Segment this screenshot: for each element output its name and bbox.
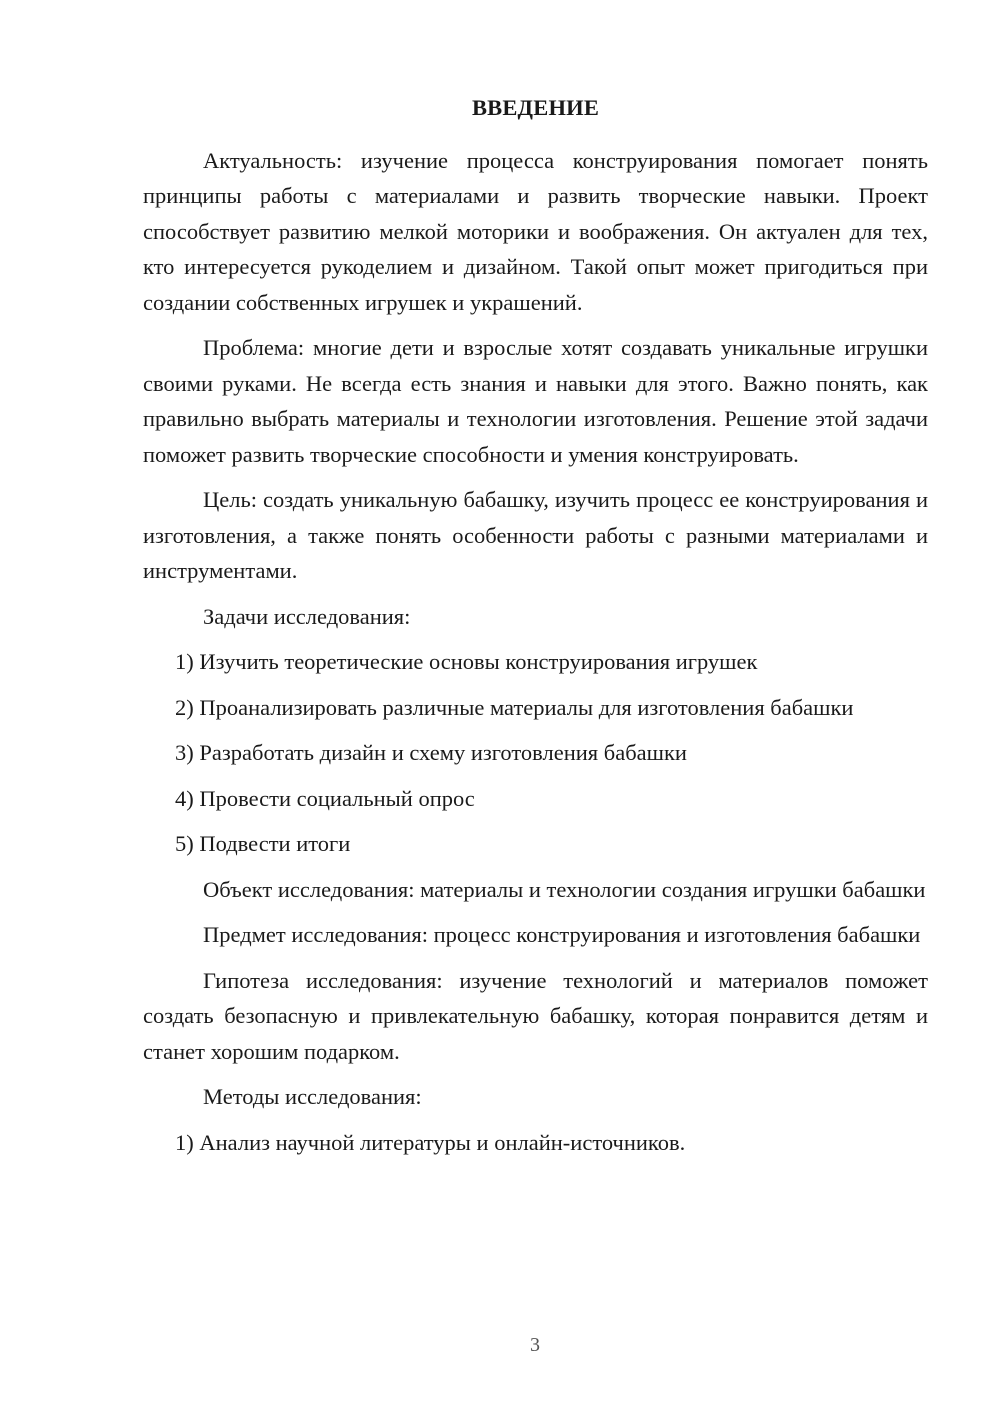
task-item: 2) Проанализировать различные материалы для изготовления бабашки <box>175 694 854 720</box>
goal-paragraph: Цель: создать уникальную бабашку, изучить процесс ее конструирования и изготовления, а также понять особенности работы с разными материалами и инструментами. <box>143 487 928 583</box>
subject-paragraph: Предмет исследования: процесс конструирования и изготовления бабашки <box>203 922 921 947</box>
task-item: 4) Провести социальный опрос <box>175 785 475 811</box>
document-page <box>143 90 928 1170</box>
methods-heading: Методы исследования: <box>203 1084 422 1109</box>
problem-paragraph: Проблема: многие дети и взрослые хотят создавать уникальные игрушки своими руками. Не всегда есть знания и навыки для этого. Важно понять, как правильно выбрать материалы и технологии изготовления. Решение этой задачи поможет развить творческие способности и умения конструировать. <box>143 335 928 467</box>
hypothesis-paragraph: Гипотеза исследования: изучение технологий и материалов поможет создать безопасную и привлекательную бабашку, которая понравится детям и станет хорошим подарком. <box>143 967 928 1064</box>
section-title: ВВЕДЕНИЕ <box>471 95 600 120</box>
method-item: 1) Анализ научной литературы и онлайн-источников. <box>175 1129 686 1155</box>
tasks-heading: Задачи исследования: <box>203 603 411 629</box>
task-item: 1) Изучить теоретические основы конструирования игрушек <box>175 649 758 674</box>
page-number: 3 <box>530 1334 540 1356</box>
object-paragraph: Объект исследования: материалы и технологии создания игрушки бабашки <box>203 876 926 902</box>
task-item: 3) Разработать дизайн и схему изготовления бабашки <box>175 740 687 765</box>
relevance-paragraph: Актуальность: изучение процесса конструирования помогает понять принципы работы с материалами и развить творческие навыки. Проект способствует развитию мелкой моторики и воображения. Он актуален для тех, кто интересуется рукоделием и дизайном. Такой опыт может пригодиться при создании собственных игрушек и украшений. <box>143 147 928 315</box>
task-item: 5) Подвести итоги <box>175 831 351 856</box>
